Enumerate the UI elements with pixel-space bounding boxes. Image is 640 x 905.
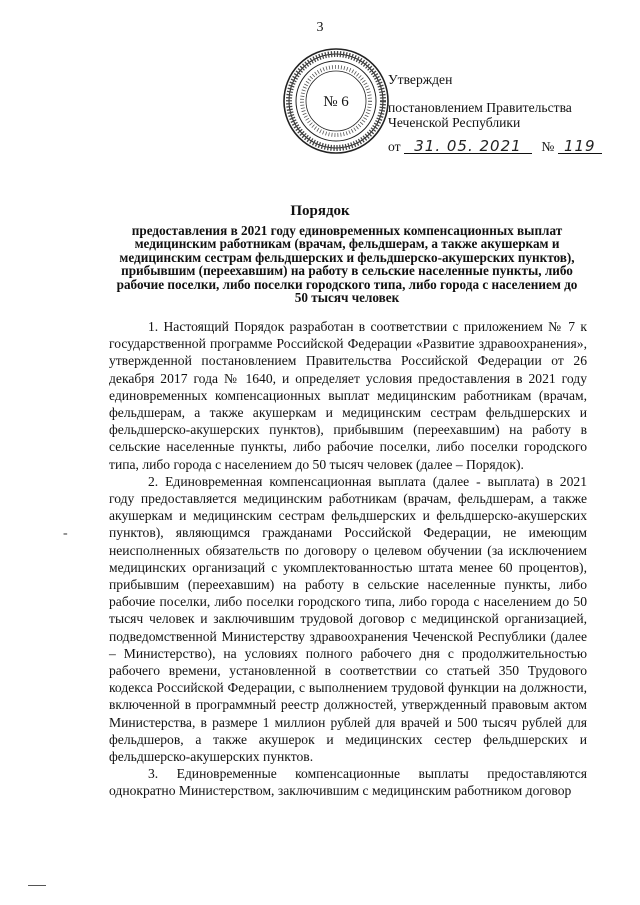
approval-date-line [388,136,602,155]
document-body [109,318,587,800]
approval-line-republic: Чеченской Республики [388,115,521,130]
paragraph-1: 1. Настоящий Порядок разработан в соответствии с приложением № 7 к государственной программе Российской Федерации «Развитие здравоохранения», утвержденной постановлением Правительства Российской Федерации от 26 декабря 2017 года № 1640, и определяет условия предоставления в 2021 году единовременных компенсационных выплат медицинским работникам (врачам, фельдшерам, а также акушеркам и медицинским сестрам фельдшерских и фельдшерско-акушерских пунктов), прибывшим (переехавшим) на работу в сельские населенные пункты, либо рабочие поселки, либо поселки городского типа, либо города с населением до 50 тысяч человек (далее – Порядок). [109,319,587,472]
handwritten-date: 31. 05. 2021 [404,139,532,154]
official-seal [281,46,391,156]
document-subtitle: предоставления в 2021 году единовременных компенсационных выплат медицинским работникам (врачам, фельдшерам, а также акушеркам и медицинским сестрам фельдшерских и фельдшерско-акушерских пунктов), прибывшим (переехавшим) на работу в сельские населенные пункты, либо рабочие поселки, либо поселки городского типа, либо города с населением до 50 тысяч человек [116,223,578,306]
number-label: № [541,138,555,154]
document-title: Порядок [290,203,350,219]
page-number: 3 [316,20,324,35]
bottom-edge-mark [28,885,46,886]
seal-number: № 6 [323,94,349,110]
paragraph-3: 3. Единовременные компенсационные выплаты предоставляются однократно Министерством, заключившим с медицинским работником договор [109,766,587,799]
margin-mark: - [63,526,68,541]
handwritten-number: 119 [558,139,602,154]
approval-line-government: постановлением Правительства [388,99,572,115]
approval-block [388,72,602,154]
approval-title: Утвержден [388,72,453,87]
date-prefix: от [388,138,401,154]
paragraph-2: 2. Единовременная компенсационная выплата (далее - выплата) в 2021 году предоставляется медицинским работникам (врачам, фельдшерам, а также акушеркам и медицинским сестрам фельдшерских и фельдшерско-акушерских пунктов), являющимся гражданами Российской Федерации, не имеющим неисполненных обязательств по договору о целевом обучении (за исключением медицинских организаций с укомплектованностью штата менее 60 процентов), прибывшим (переехавшим) на работу в сельские населенные пункты, либо рабочие поселки, либо поселки городского типа, либо города с населением до 50 тысяч человек и заключившим трудовой договор с медицинской организацией, подведомственной Министерству здравоохранения Чеченской Республики (далее – Министерство), на условиях полного рабочего дня с продолжительностью рабочего времени, установленной в соответствии со статьей 350 Трудового кодекса Российской Федерации, с выполнением трудовой функции на должности, включенной в программный реестр должностей, утвержденный правовым актом Министерства, в размере 1 миллион рублей для врачей и 500 тысяч рублей для фельдшеров, а также акушерок и медицинских сестер фельдшерских и фельдшерско-акушерских пунктов. [109,473,587,765]
